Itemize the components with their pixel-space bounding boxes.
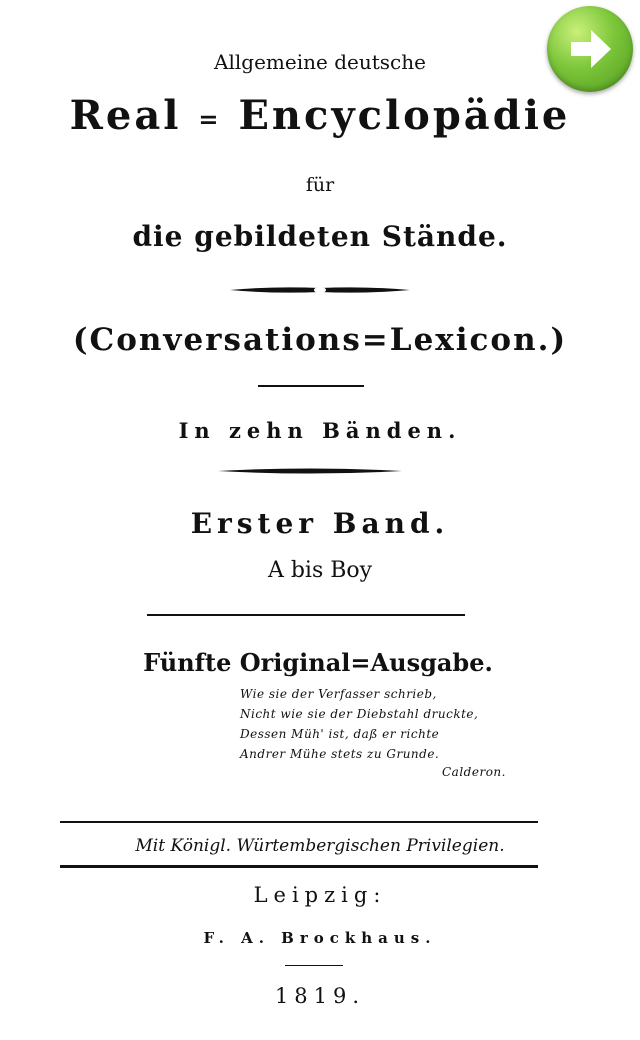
fuer-line: für [305,174,335,196]
year-line: 1819. [274,984,366,1008]
divider-short [258,385,364,387]
arrow-right-icon [547,6,633,92]
epigraph-author: Calderon. [442,765,506,779]
epigraph-line: Wie sie der Verfasser schrieb, [240,687,437,701]
divider-tiny [285,965,343,966]
letter-range: A bis Boy [267,558,373,583]
edition-line: Fünfte Original=Ausgabe. [143,648,493,677]
place-line: Leipzig: [253,883,387,907]
epigraph-line: Dessen Müh' ist, daß er richte [240,727,440,741]
parenthetical-title: (Conversations=Lexicon.) [72,322,568,358]
epigraph-line: Nicht wie sie der Diebstahl druckte, [240,707,479,721]
divider-tapered [218,466,402,476]
main-title [0,92,640,139]
publisher-line: F. A. Brockhaus. [203,929,437,947]
divider-privilege-top [60,821,538,823]
divider-long [147,614,465,616]
ornamental-divider [230,283,410,297]
epigraph [240,684,478,764]
epigraph-line: Andrer Mühe stets zu Grunde. [240,747,440,761]
volumes-line: In zehn Bänden. [178,418,462,443]
volume-number: Erster Band. [190,507,450,540]
next-page-button[interactable] [547,6,633,92]
main-title-left: Real [69,92,182,139]
divider-privilege-bottom [60,865,538,868]
title-line-1: Allgemeine deutsche [214,50,426,74]
subtitle: die gebildeten Stände. [132,220,508,253]
privilege-line: Mit Königl. Würtembergischen Privilegien. [135,836,505,856]
main-title-hyphen: = [198,104,222,134]
main-title-right: Encyclopädie [238,92,571,139]
